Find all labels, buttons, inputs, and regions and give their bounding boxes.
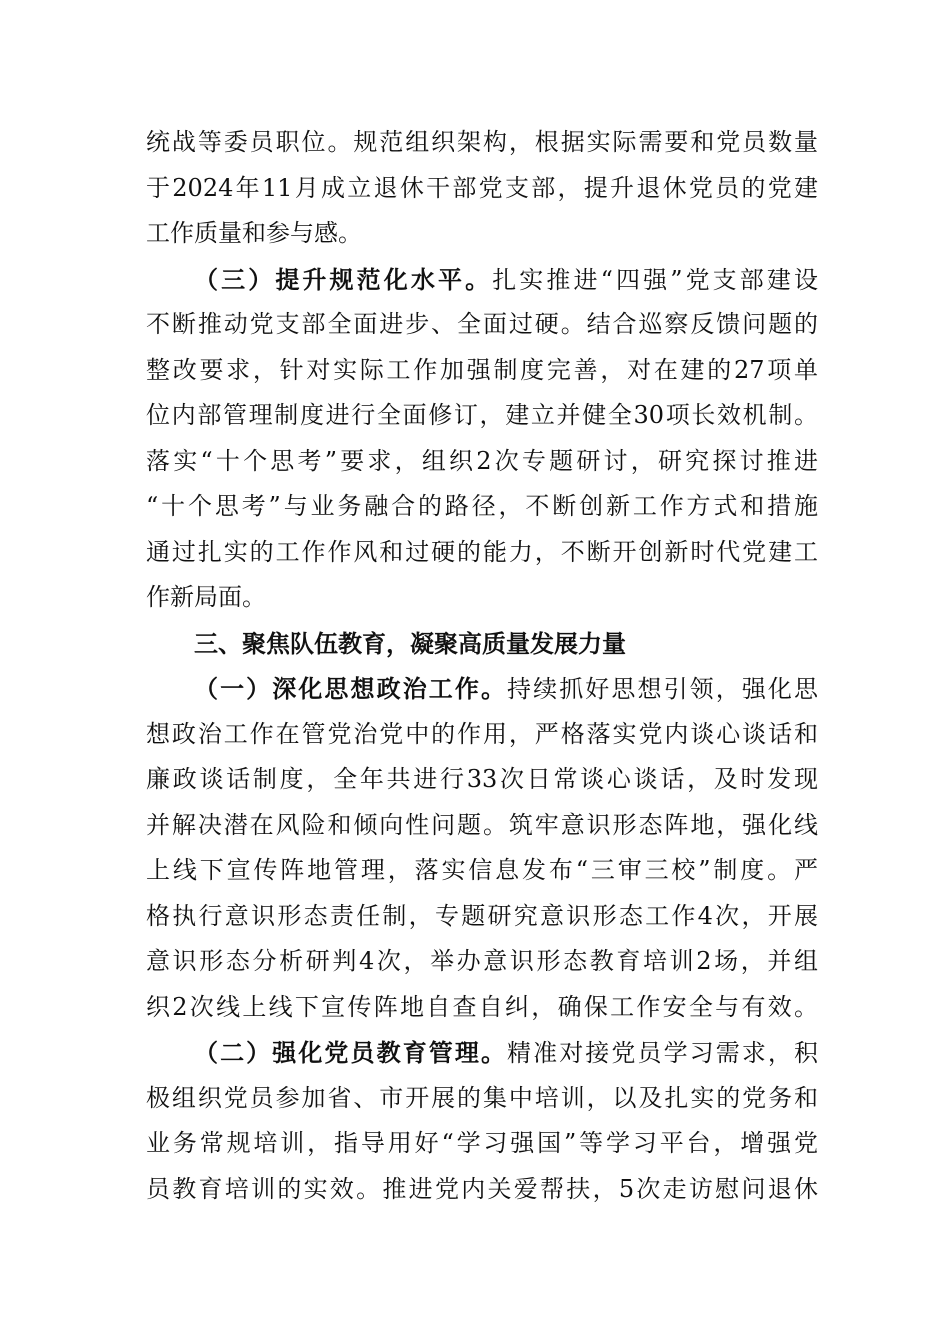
subsection-heading: （一）深化思想政治工作。 [194,674,508,703]
subsection-heading-line: （三）提升规范化水平。扎实推进“四强”党支部建设 [194,264,819,294]
text-line: 想政治工作在管党治党中的作用，严格落实党内谈心谈话和 [146,719,818,748]
text-line: 上线下宣传阵地管理，落实信息发布“三审三校”制度。严 [146,856,818,884]
text-line: 工作质量和参与感。 [146,219,362,247]
text-line: 员教育培训的实效。推进党内关爱帮扶，5次走访慰问退休 [146,1174,818,1203]
document-body [146,120,818,1212]
text-line: 廉政谈话制度，全年共进行33次日常谈心谈话，及时发现 [146,765,818,793]
subsection-heading-line: （一）深化思想政治工作。持续抓好思想引领，强化思 [194,674,819,703]
text-line: 并解决潜在风险和倾向性问题。筑牢意识形态阵地，强化线 [146,810,818,839]
text-line: 统战等委员职位。规范组织架构，根据实际需要和党员数量 [146,128,818,156]
text-line: 整改要求，针对实际工作加强制度完善，对在建的27项单 [146,355,818,384]
subsection-heading-line: （二）强化党员教育管理。精准对接党员学习需求，积 [194,1038,819,1067]
section-heading: 三、聚焦队伍教育，凝聚高质量发展力量 [194,628,626,658]
text-line: 位内部管理制度进行全面修订，建立并健全30项长效机制。 [146,401,818,429]
subsection-heading: （二）强化党员教育管理。 [194,1038,508,1067]
text-line: 作新局面。 [146,583,266,611]
text-line: 业务常规培训，指导用好“学习强国”等学习平台，增强党 [146,1129,818,1157]
section-heading-line [146,621,818,667]
text-line: 落实“十个思考”要求，组织2次专题研讨，研究探讨推进 [146,446,818,475]
text-line: “十个思考”与业务融合的路径，不断创新工作方式和措施 [146,492,818,520]
text-line: 不断推动党支部全面进步、全面过硬。结合巡察反馈问题的 [146,310,818,338]
text-line: 极组织党员参加省、市开展的集中培训，以及扎实的党务和 [146,1083,818,1112]
text-line: 通过扎实的工作作风和过硬的能力，不断开创新时代党建工 [146,537,818,566]
text-line: 织2次线上线下宣传阵地自查自纠，确保工作安全与有效。 [146,992,818,1021]
subsection-heading: （三）提升规范化水平。 [194,264,493,294]
text-line: 格执行意识形态责任制，专题研究意识形态工作4次，开展 [146,901,818,930]
text-line: 于2024年11月成立退休干部党支部，提升退休党员的党建 [146,173,818,202]
text-line: 意识形态分析研判4次，举办意识形态教育培训2场，并组 [146,947,818,975]
